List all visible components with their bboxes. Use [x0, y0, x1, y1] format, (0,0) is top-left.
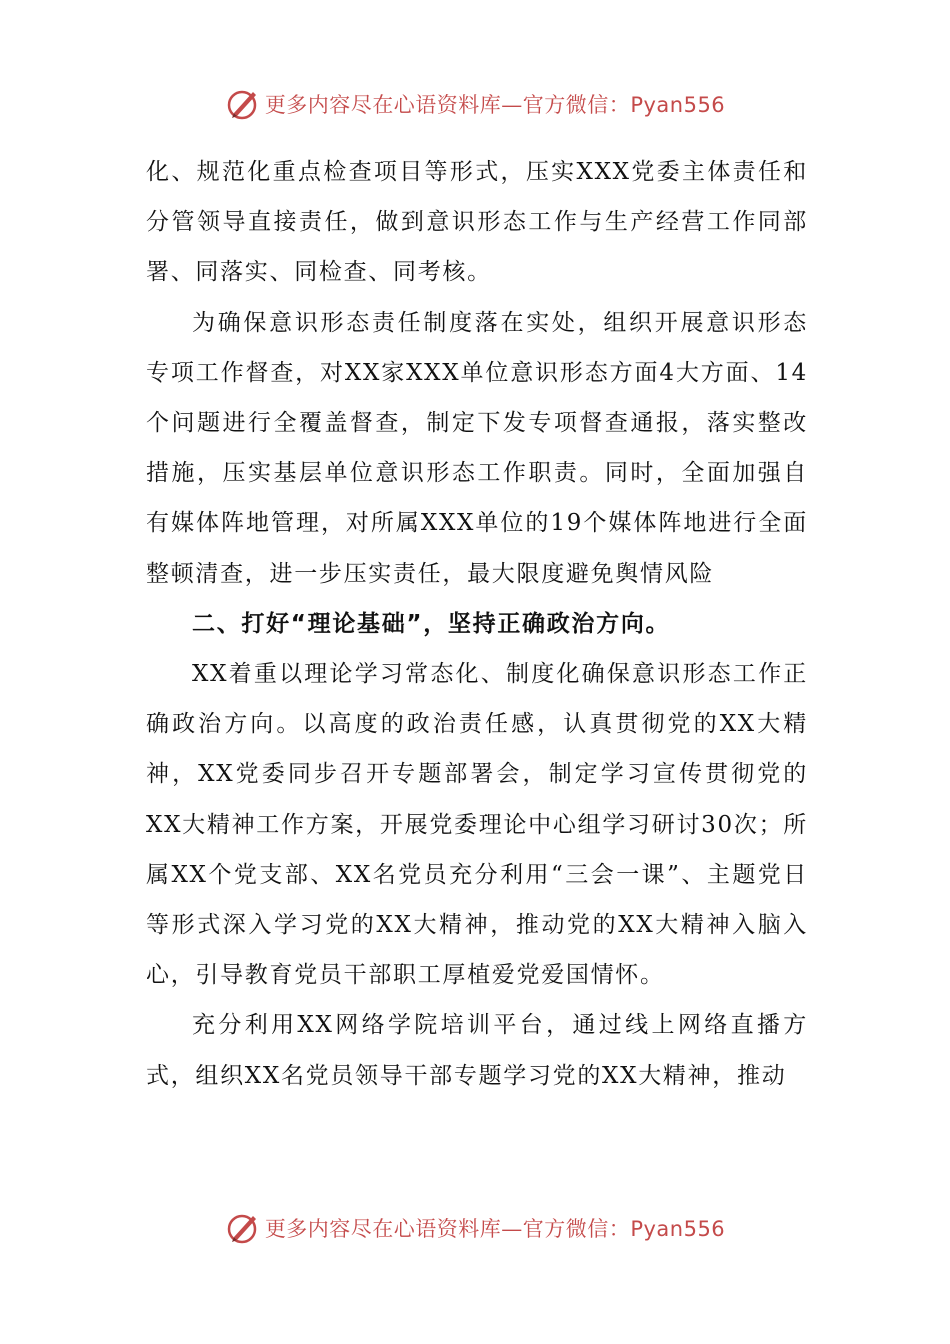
- section-heading: 二、打好“理论基础”，坚持正确政治方向。: [192, 610, 671, 637]
- footer-banner: [0, 1208, 950, 1248]
- paragraph-continuation: 化、规范化重点检查项目等形式，压实XXX党委主体责任和分管领导直接责任，做到意识形态工作与生产经营工作同部署、同落实、同检查、同考核。: [146, 159, 808, 286]
- paragraph: 充分利用XX网络学院培训平台，通过线上网络直播方式，组织XX名党员领导干部专题学习党的XX大精神，推动: [146, 1012, 808, 1089]
- footer-wechat-id: Pyan556: [630, 1217, 726, 1241]
- header-banner-text: 更多内容尽在心语资料库—官方微信：Pyan556: [264, 93, 726, 117]
- footer-banner-text: 更多内容尽在心语资料库—官方微信：Pyan556: [264, 1217, 726, 1241]
- paragraph: 为确保意识形态责任制度落在实处，组织开展意识形态专项工作督查，对XX家XXX单位意识形态方面4大方面、14个问题进行全覆盖督查，制定下发专项督查通报，落实整改措施，压实基层单位意识形态工作职责。同时，全面加强自有媒体阵地管理，对所属XXX单位的19个媒体阵地进行全面整顿清查，进一步压实责任，最大限度避免舆情风险: [146, 309, 808, 587]
- pen-circle-logo-icon: [225, 86, 261, 122]
- pen-circle-logo-icon: [225, 1210, 261, 1246]
- header-wechat-id: Pyan556: [630, 93, 726, 117]
- document-body: [146, 147, 808, 1101]
- paragraph: XX着重以理论学习常态化、制度化确保意识形态工作正确政治方向。以高度的政治责任感，认真贯彻党的XX大精神，XX党委同步召开专题部署会，制定学习宣传贯彻党的XX大精神工作方案，开展党委理论中心组学习研讨30次；所属XX个党支部、XX名党员充分利用“三会一课”、主题党日等形式深入学习党的XX大精神，推动党的XX大精神入脑入心，引导教育党员干部职工厚植爱党爱国情怀。: [146, 661, 808, 989]
- header-banner: [0, 84, 950, 124]
